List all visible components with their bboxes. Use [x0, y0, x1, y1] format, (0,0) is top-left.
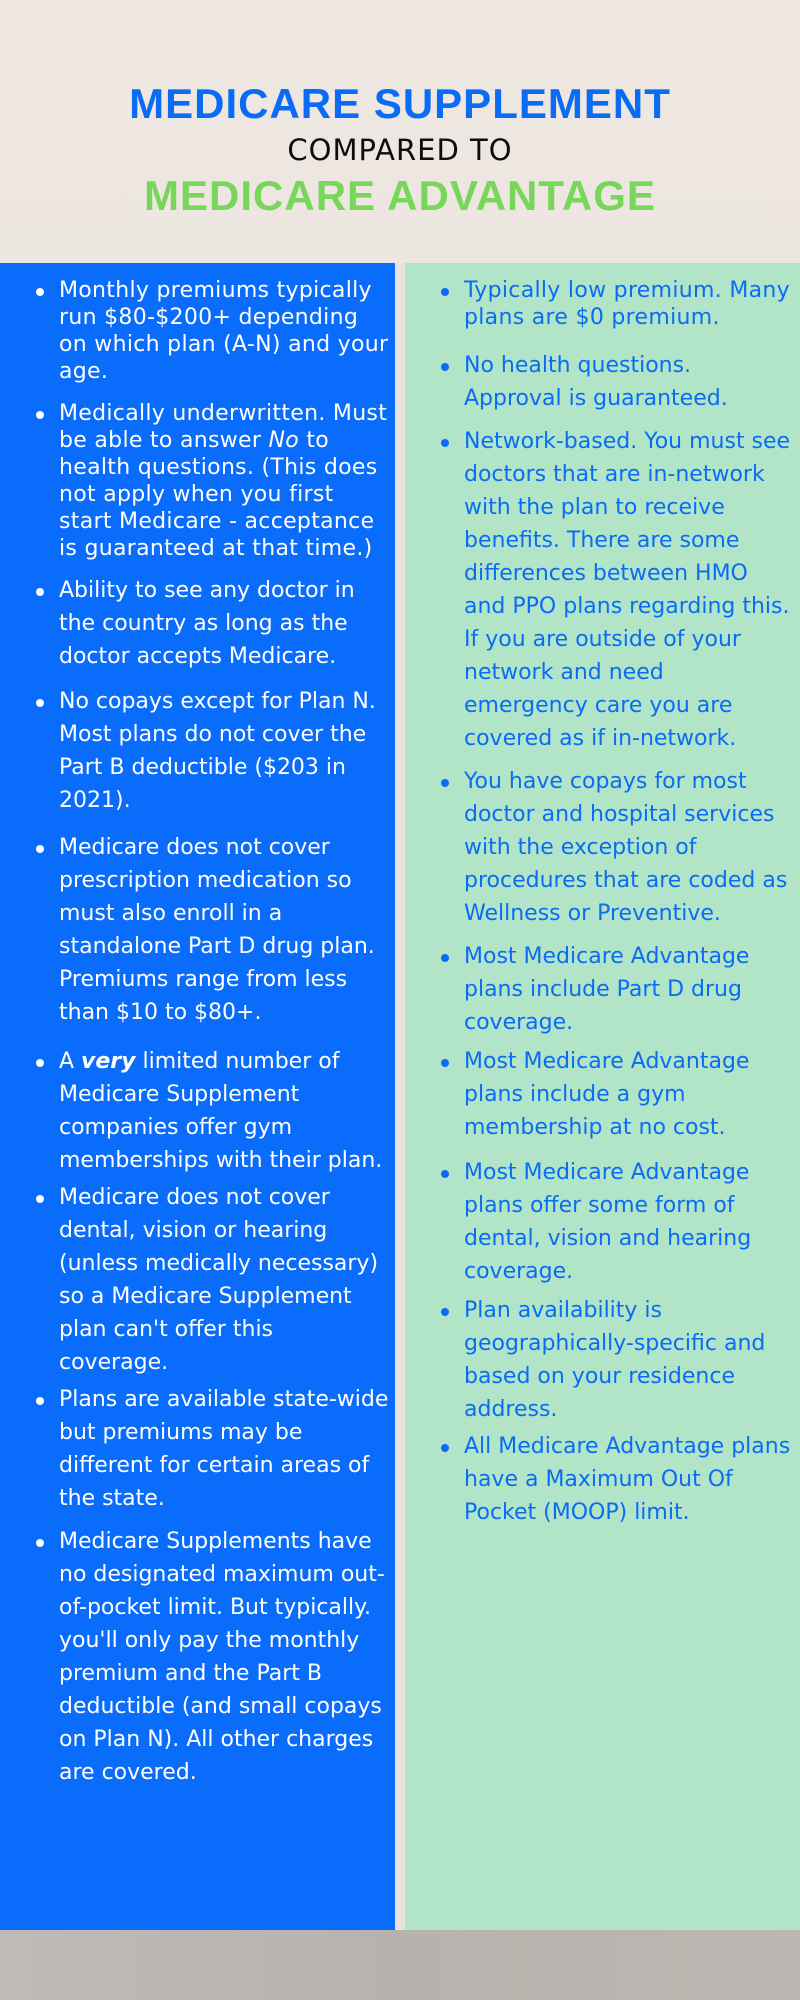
- bullet-icon: [441, 363, 449, 371]
- list-item: Ability to see any doctor in the country as long as the doctor accepts Medicare.: [0, 574, 395, 673]
- bullet-icon: [441, 1308, 449, 1316]
- bullet-icon: [441, 439, 449, 447]
- list-item: Medically underwritten. Must be able to answer No to health questions. (This does not apply when you first start Medicare - acceptance is guaranteed at that time.): [0, 400, 395, 562]
- bullet-icon: [441, 1170, 449, 1178]
- column-divider: [395, 263, 405, 1930]
- title-medicare-supplement: MEDICARE SUPPLEMENT: [129, 80, 671, 127]
- bullet-icon: [441, 288, 449, 296]
- list-item: All Medicare Advantage plans have a Maximum Out Of Pocket (MOOP) limit.: [405, 1430, 800, 1529]
- list-item: You have copays for most doctor and hospital services with the exception of procedures that are coded as Wellness or Preventive.: [405, 765, 800, 930]
- list-item: Most Medicare Advantage plans include Part D drug coverage.: [405, 940, 800, 1039]
- bullet-icon: [36, 588, 44, 596]
- list-item: Medicare does not cover dental, vision or hearing (unless medically necessary) so a Medicare Supplement plan can't offer this coverage.: [0, 1181, 395, 1379]
- advantage-panel: [405, 263, 800, 1930]
- bullet-icon: [36, 288, 44, 296]
- supplement-list: [0, 277, 395, 1789]
- supplement-panel: [0, 263, 395, 1930]
- bullet-icon: [36, 1397, 44, 1405]
- bullet-icon: [36, 1539, 44, 1547]
- advantage-list: [405, 277, 800, 1529]
- bullet-icon: [441, 779, 449, 787]
- bullet-icon: [36, 1195, 44, 1203]
- list-item: A very limited number of Medicare Supplement companies offer gym memberships with their plan.: [0, 1045, 395, 1177]
- title-compared-to: COMPARED TO: [287, 133, 513, 167]
- bullet-icon: [36, 1059, 44, 1067]
- title-medicare-advantage: MEDICARE ADVANTAGE: [144, 172, 656, 219]
- list-item: Plan availability is geographically-specific and based on your residence address.: [405, 1294, 800, 1426]
- list-item: Network-based. You must see doctors that are in-network with the plan to receive benefits. There are some differences between HMO and PPO plans regarding this. If you are outside of your network and need emergency care you are covered as if in-network.: [405, 425, 800, 755]
- bullet-icon: [441, 1444, 449, 1452]
- list-item: Most Medicare Advantage plans include a gym membership at no cost.: [405, 1045, 800, 1144]
- list-item: Most Medicare Advantage plans offer some form of dental, vision and hearing coverage.: [405, 1156, 800, 1288]
- bullet-icon: [441, 954, 449, 962]
- bullet-icon: [36, 699, 44, 707]
- footer-texture: [0, 1930, 800, 2000]
- list-item: No health questions. Approval is guaranteed.: [405, 349, 800, 415]
- list-item: Medicare does not cover prescription medication so must also enroll in a standalone Part D drug plan. Premiums range from less than $10 to $80+.: [0, 831, 395, 1029]
- page-header: [0, 0, 800, 263]
- list-item: Medicare Supplements have no designated maximum out-of-pocket limit. But typically. you'll only pay the monthly premium and the Part B deductible (and small copays on Plan N). All other charges are covered.: [0, 1525, 395, 1789]
- bullet-icon: [441, 1059, 449, 1067]
- bullet-icon: [36, 411, 44, 419]
- bullet-icon: [36, 845, 44, 853]
- list-item: Typically low premium. Many plans are $0 premium.: [405, 277, 800, 331]
- list-item: No copays except for Plan N. Most plans do not cover the Part B deductible ($203 in 2021).: [0, 685, 395, 817]
- list-item: Plans are available state-wide but premiums may be different for certain areas of the state.: [0, 1383, 395, 1515]
- list-item: Monthly premiums typically run $80-$200+ depending on which plan (A-N) and your age.: [0, 277, 395, 385]
